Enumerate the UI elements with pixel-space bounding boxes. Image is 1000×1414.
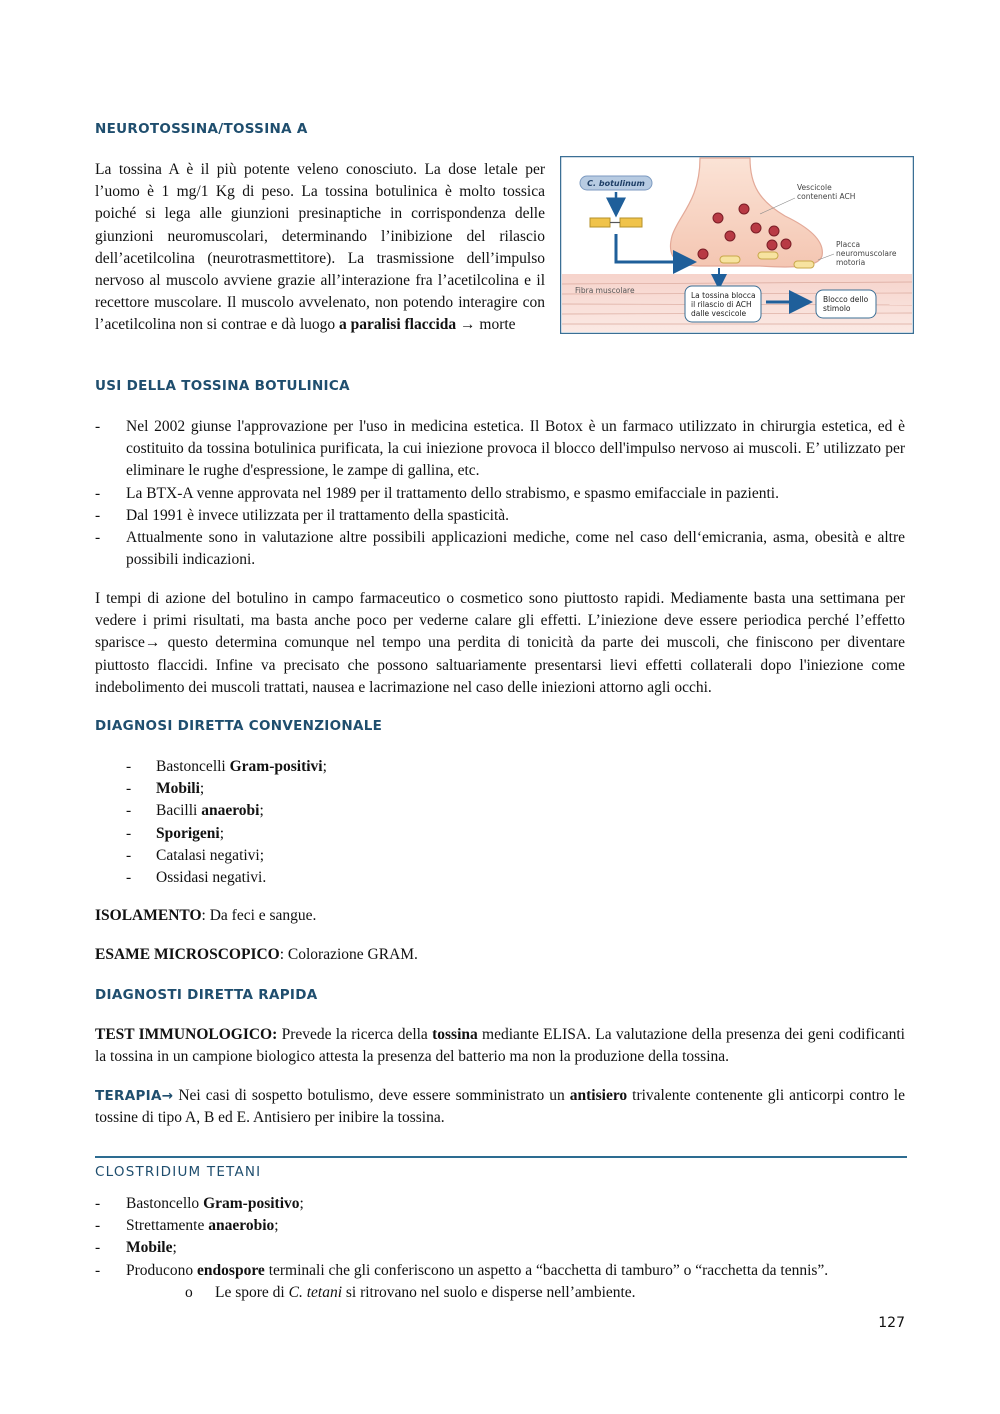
- tetani-list: [95, 1193, 905, 1282]
- tempi-azione-paragraph: I tempi di azione del botulino in campo farmaceutico o cosmetico sono piuttosto rapidi. Mediamente basta una settimana per vedere i primi risultati, ma basta anche poco per vederne calare gli effetti. L’iniezione deve essere periodica perché l’effetto sparisce→ questo determina comunque nel tempo una perdita di tonicità da parte dei muscoli, che finiscono per diventare piuttosto flaccidi. Infine va precisato che possono saltuariamente presentarsi lievi effetti collaterali dopo l'iniezione come indebolimento dei muscoli trattati, nausea e lacrimazione nel caso delle iniezioni attorno agli occhi.: [95, 590, 905, 696]
- list-item: - Attualmente sono in valutazione altre possibili applicazioni mediche, come nel caso dell‘emicrania, asma, obesità e altre possibili indicazioni.: [95, 527, 905, 571]
- sub-list-item: o Le spore di C. tetani si ritrovano nel suolo e disperse nell’ambiente.: [185, 1282, 636, 1304]
- toxin-molecule: [590, 218, 610, 227]
- list-item: - Catalasi negativi;: [95, 845, 905, 867]
- isolamento-line: ISOLAMENTO: Da feci e sangue.: [95, 907, 317, 924]
- esame-microscopico-line: ESAME MICROSCOPICO: Colorazione GRAM.: [95, 946, 418, 963]
- list-item: - Nel 2002 giunse l'approvazione per l'uso in medicina estetica. Il Botox è un farmaco utilizzato in chirurgia estetica, ed è costituito da tossina botulinica purificata, la cui iniezione provoca il blocco dell'impulso nervoso ai muscoli. E’ utilizzato per eliminare le rughe d'espressione, le zampe di gallina, etc.: [95, 416, 905, 483]
- list-item: - Mobile;: [95, 1237, 905, 1259]
- list-item: - Producono endospore terminali che gli conferiscono un aspetto a “bacchetta di tamburo” o “racchetta da tennis”.: [95, 1260, 905, 1282]
- diagnosi-list: [95, 756, 905, 889]
- paralisi-flaccida-bold: a paralisi flaccida: [339, 316, 457, 334]
- isolamento-label: ISOLAMENTO: [95, 907, 202, 924]
- botulinum-mechanism-figure: [560, 156, 914, 334]
- usi-list: [95, 416, 905, 571]
- test-immunologico-label: TEST IMMUNOLOGICO:: [95, 1026, 278, 1043]
- section-title-usi: USI DELLA TOSSINA BOTULINICA: [95, 378, 350, 394]
- section-title-neurotossina: NEUROTOSSINA/TOSSINA A: [95, 121, 308, 137]
- plate-label: Placca neuromuscolare motoria: [836, 240, 897, 267]
- terapia-label: TERAPIA→: [95, 1088, 174, 1104]
- muscle-fiber-label: Fibra muscolare: [575, 286, 635, 295]
- vesicles-label: Vescicole contenenti ACH: [797, 183, 856, 201]
- svg-text:Blocco dello stimolo: Blocco dello stimolo: [823, 295, 869, 313]
- list-item: - Bacilli anaerobi;: [95, 800, 905, 822]
- section-title-diagnosi-convenzionale: DIAGNOSI DIRETTA CONVENZIONALE: [95, 718, 383, 734]
- neurotossina-paragraph: [95, 159, 545, 337]
- section-title-clostridium-tetani: CLOSTRIDIUM TETANI: [95, 1164, 262, 1180]
- section-title-diagnosi-rapida: DIAGNOSTI DIRETTA RAPIDA: [95, 987, 318, 1003]
- bacterium-label: C. botulinum: [587, 179, 645, 188]
- list-item: - Bastoncelli Gram-positivi;: [95, 756, 905, 778]
- svg-text:La tossina blocca il rilas: La tossina blocca il rilascio di ACH dalle vescicole: [691, 291, 756, 318]
- section-divider: [95, 1156, 907, 1158]
- list-item: - Mobili;: [95, 778, 905, 800]
- list-item: - Strettamente anaerobio;: [95, 1215, 905, 1237]
- terapia-paragraph: TERAPIA→ Nei casi di sospetto botulismo, deve essere somministrato un antisiero trivalente contenente gli anticorpi contro le tossine di tipo A, B ed E. Antisiero per inibire la tossina.: [95, 1087, 905, 1127]
- test-immunologico-paragraph: TEST IMMUNOLOGICO: Prevede la ricerca della tossina mediante ELISA. La valutazione della presenza dei geni codificanti la tossina in un campione biologico attesta la presenza del batterio ma non la produzione della tossina.: [95, 1026, 905, 1066]
- morte-text: → morte: [456, 316, 516, 334]
- list-item: - Sporigeni;: [95, 823, 905, 845]
- list-item: - Dal 1991 è invece utilizzata per il trattamento della spasticità.: [95, 505, 905, 527]
- neurotossina-text: La tossina A è il più potente veleno conosciuto. La dose letale per l’uomo è 1 mg/1 Kg di peso. La tossina botulinica è molto tossica poiché si lega alle giunzioni presinaptiche in corrispondenza delle giunzioni neuromuscolari, determinando l’inibizione del rilascio dell’acetilcolina (neurotrasmettitore). La trasmissione dell’impulso nervoso al muscolo avviene grazie all’interazione fra l’acetilcolina e il recettore muscolare. Il muscolo avvelenato, non potendo interagire con l’acetilcolina non si contrae e dà luogo: [95, 161, 545, 334]
- page-number: 127: [878, 1315, 905, 1331]
- list-item: - Ossidasi negativi.: [95, 867, 905, 889]
- list-item: - La BTX-A venne approvata nel 1989 per il trattamento dello strabismo, e spasmo emifacciale in pazienti.: [95, 483, 905, 505]
- circle-bullet: o: [185, 1284, 193, 1301]
- list-item: - Bastoncello Gram-positivo;: [95, 1193, 905, 1215]
- esame-microscopico-label: ESAME MICROSCOPICO: [95, 946, 280, 963]
